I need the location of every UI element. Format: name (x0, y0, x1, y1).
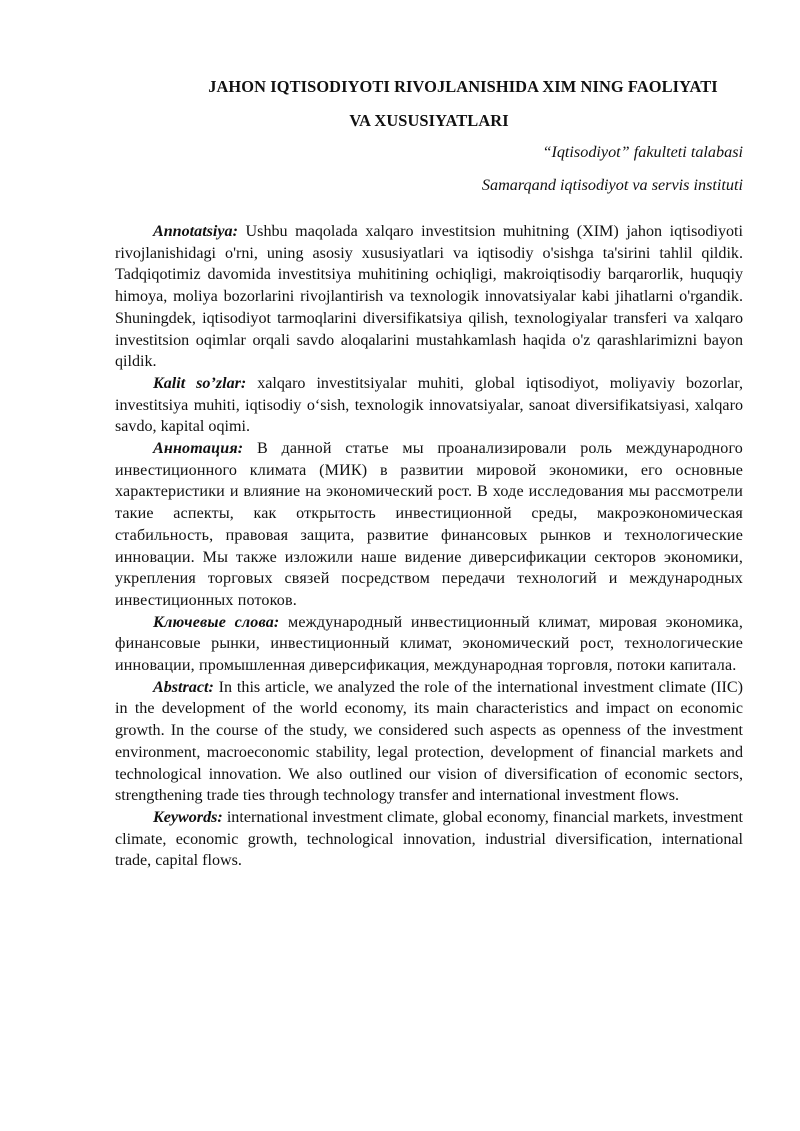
keywords-ru-paragraph (115, 612, 743, 677)
keywords-uz-text: xalqaro investitsiyalar muhiti, global iqtisodiyot, moliyaviy bozorlar, investitsiya muhiti, iqtisodiy o‘sish, texnologik innovatsiyalar, sanoat diversifikatsiyasi, xalqaro savdo, kapital oqimi. (115, 374, 743, 436)
author-faculty: “Iqtisodiyot” fakulteti talabasi (542, 143, 743, 161)
keywords-ru-text: международный инвестиционный климат, мировая экономика, финансовые рынки, инвестиционный климат, экономический рост, технологические инновации, промышленная диверсификация, международная торговля, потоки капитала. (115, 613, 744, 675)
keywords-en-label: Keywords: (153, 808, 223, 826)
annotation-uz-text: Ushbu maqolada xalqaro investitsion muhitning (XIM) jahon iqtisodiyoti rivojlanishidagi o'rni, uning asosiy xususiyatlari va iqtisodiy o'sishga ta'sirini tahlil qildik. Tadqiqotimiz davomida investitsiya muhitining ochiqligi, makroiqtisodiy barqarorlik, huquqiy himoya, moliya bozorlarini rivojlantirish va texnologik innovatsiyalar kabi jihatlarni o'rgandik. Shuningdek, iqtisodiyot tarmoqlarini diversifikatsiya qilish, texnologiyalar transferi va xalqaro investitsion oqimlar orqali savdo aloqalarini mustahkamlash haqida o'z qarashlarimizni bayon qildik. (115, 223, 743, 371)
abstract-en-label: Abstract: (153, 678, 214, 696)
keywords-ru-label: Ключевые слова: (153, 613, 280, 631)
annotation-ru-paragraph (115, 438, 743, 612)
keywords-uz-label: Kalit so’zlar: (153, 374, 247, 392)
keywords-uz-paragraph (115, 373, 743, 438)
paper-title-line-2: VA XUSUSIYATLARI (349, 111, 509, 130)
abstract-body (115, 221, 743, 872)
keywords-en-paragraph (115, 807, 743, 872)
abstract-en-text: In this article, we analyzed the role of the international investment climate (IIC) in the development of the world economy, its main characteristics and impact on economic growth. In the course of the study, we considered such aspects as openness of the investment environment, macroeconomic stability, legal protection, development of financial markets and technological innovation. We also outlined our vision of diversification of economic sectors, strengthening trade ties through technology transfer and international investment flows. (115, 678, 743, 805)
annotation-uz-label: Annotatsiya: (153, 223, 238, 240)
paper-title-line-1: JAHON IQTISODIYOTI RIVOJLANISHIDA XIM NING FAOLIYATI (208, 77, 718, 96)
keywords-en-text: international investment climate, global economy, financial markets, investment climate, economic growth, technological innovation, industrial diversification, international trade, capital flows. (115, 808, 743, 870)
annotation-ru-label: Аннотация: (153, 440, 244, 458)
annotation-uz-paragraph (115, 221, 743, 373)
annotation-ru-text: В данной статье мы проанализировали роль международного инвестиционного климата (МИК) в развитии мировой экономики, его основные характеристики и влияние на экономический рост. В ходе исследования мы рассмотрели такие аспекты, как открытость инвестиционной среды, макроэкономическая стабильность, правовая защита, развитие финансовых рынков и технологические инновации. Мы также изложили наше видение диверсификации секторов экономики, укрепления торговых связей посредством передачи технологий и международных инвестиционных потоков. (115, 440, 743, 609)
author-institute: Samarqand iqtisodiyot va servis instituti (481, 176, 743, 194)
abstract-en-paragraph (115, 677, 743, 807)
